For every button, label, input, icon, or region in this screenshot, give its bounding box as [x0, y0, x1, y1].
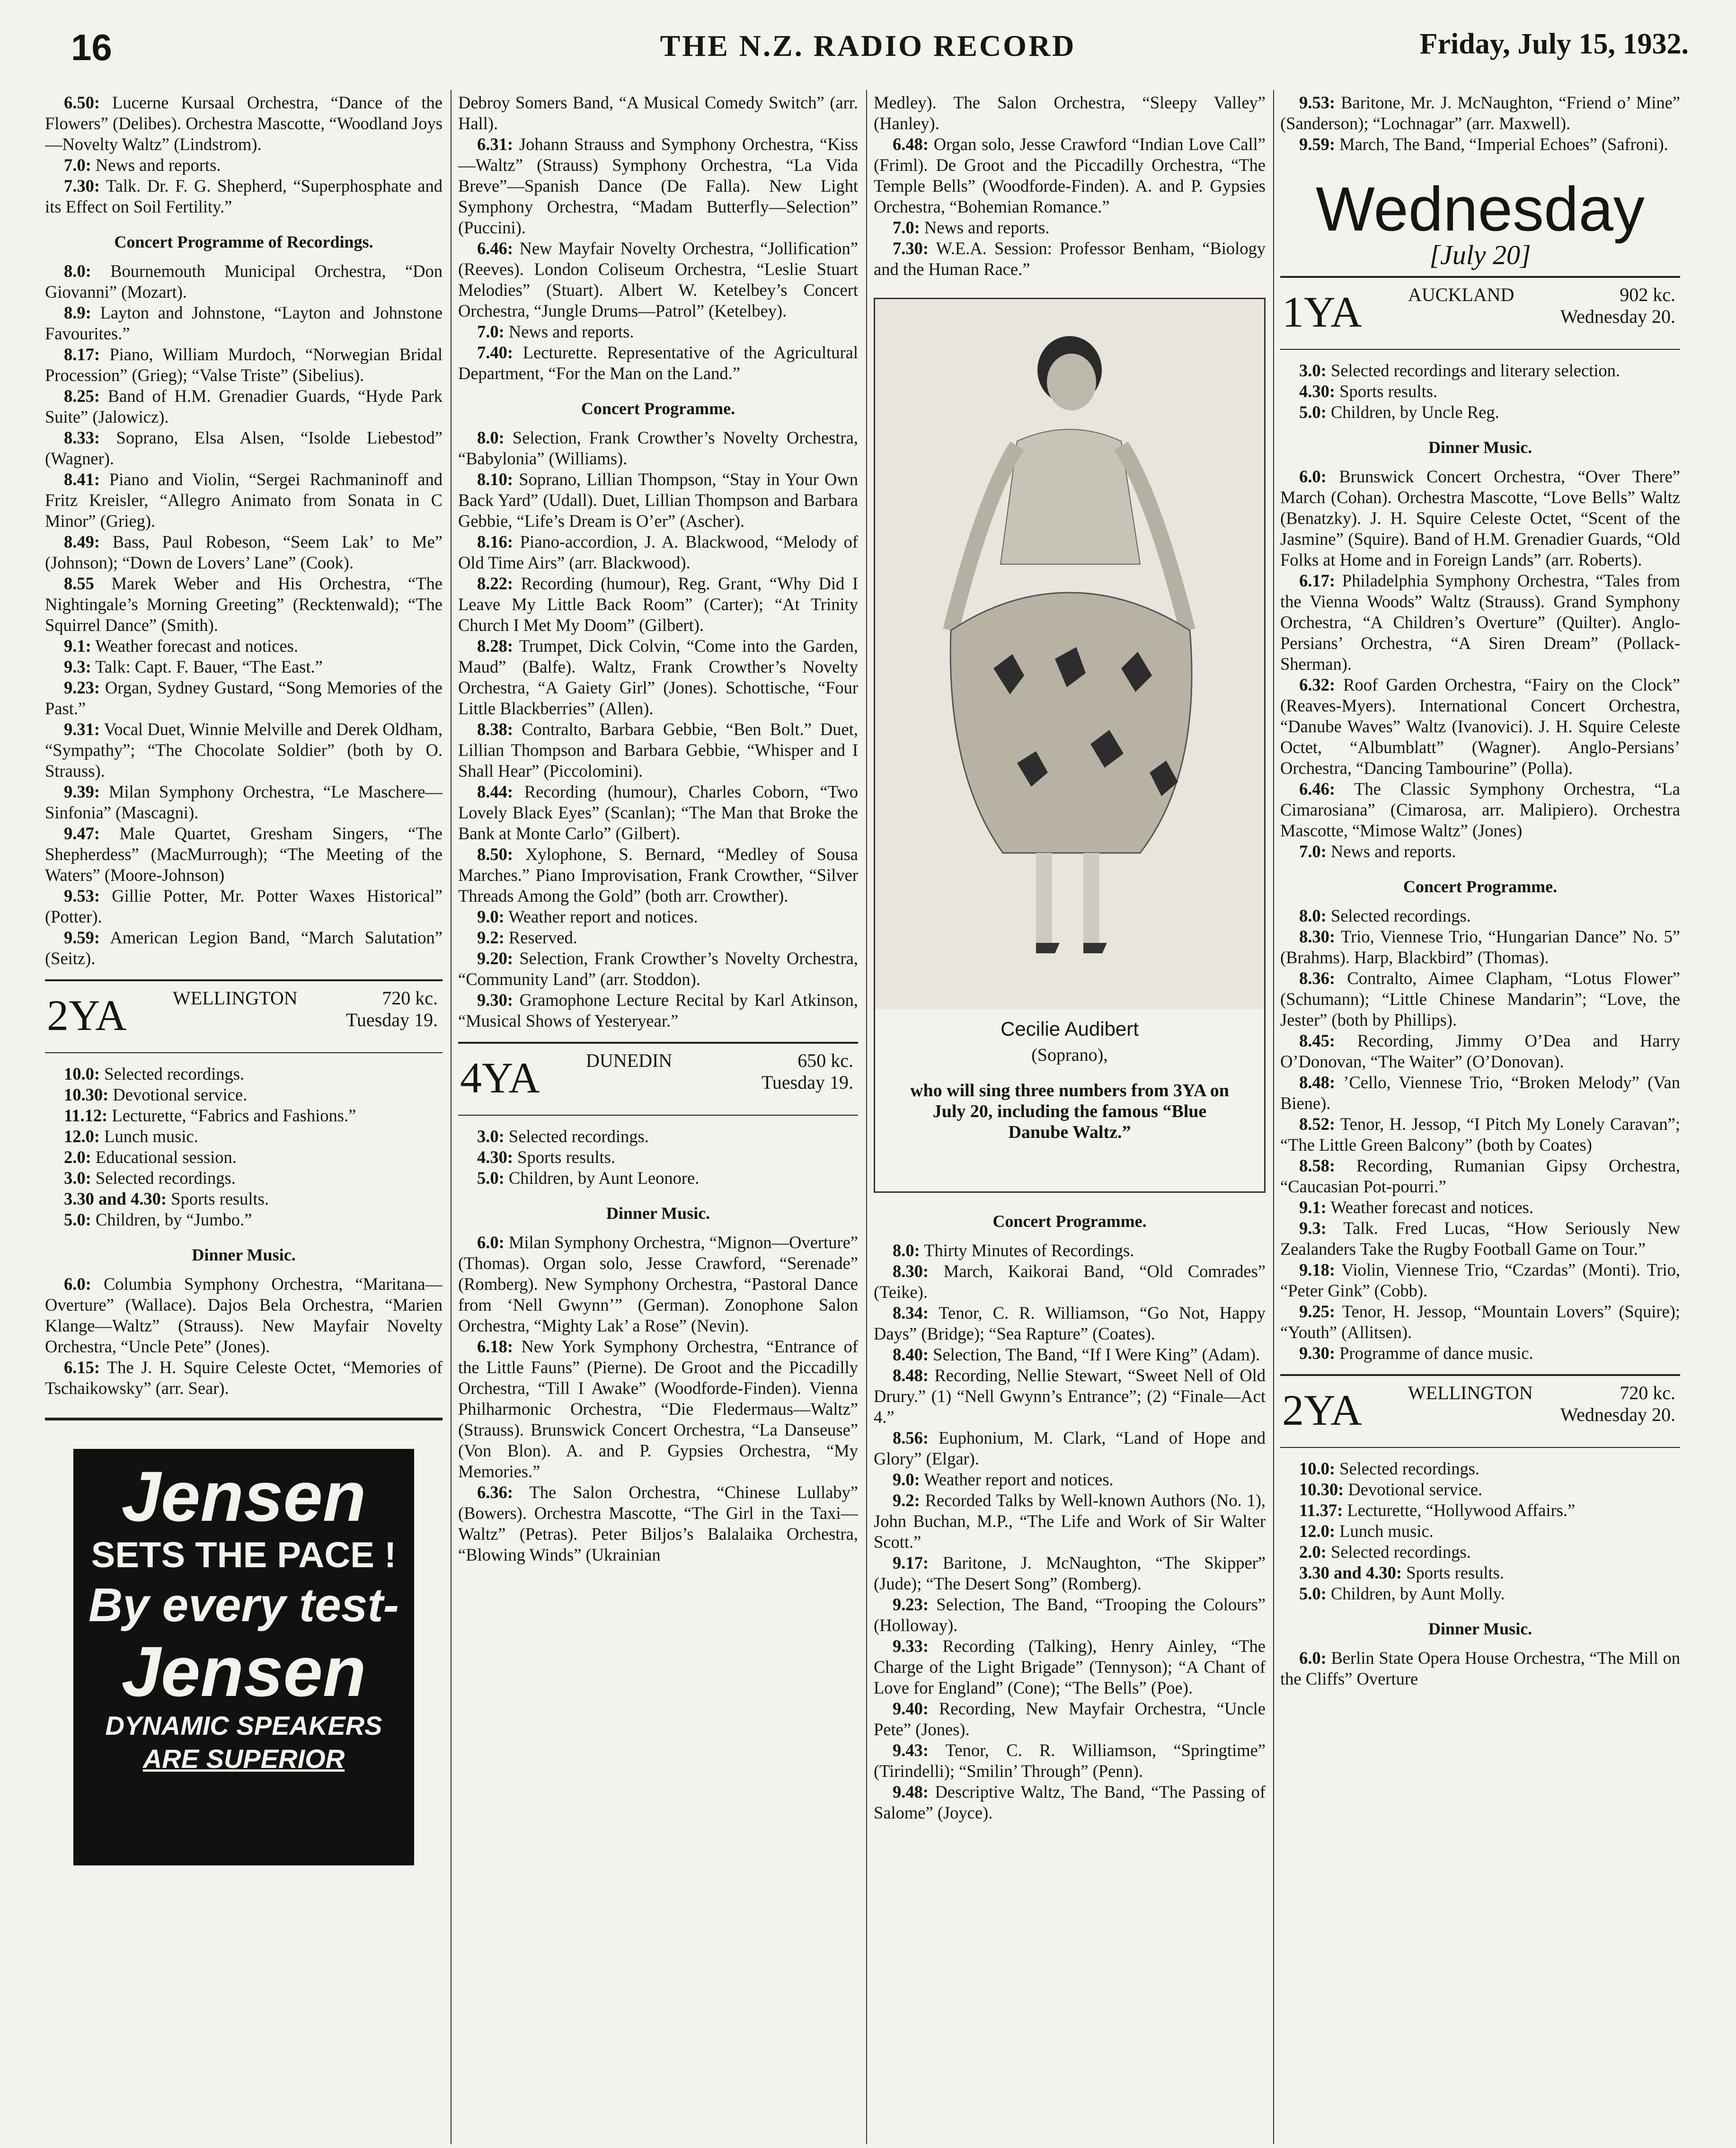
entry-time: 8.45:: [1299, 1031, 1336, 1050]
programme-entry: 11.37: Lecturette, “Hollywood Affairs.”: [1299, 1500, 1576, 1520]
programme-entry: 3.30 and 4.30: Sports results.: [64, 1189, 269, 1208]
entry-time: 10.0:: [1299, 1459, 1336, 1478]
entry-time: 8.58:: [1299, 1156, 1336, 1175]
programme-entry: 9.40: Recording, New Mayfair Orchestra, “Uncle Pete” (Jones).: [874, 1699, 1266, 1739]
station-frequency: 720 kc.: [382, 987, 438, 1009]
entry-time: 5.0:: [64, 1210, 91, 1229]
entry-time: 8.25:: [64, 386, 100, 406]
column-3: [874, 92, 1266, 2137]
ad-line: Jensen: [121, 1456, 366, 1536]
programme-entry: 5.0: Children, by Uncle Reg.: [1299, 402, 1499, 422]
station-code: 1YA: [1282, 288, 1362, 336]
entry-time: 6.32:: [1299, 675, 1336, 694]
programme-entry: 12.0: Lunch music.: [64, 1127, 198, 1146]
programme-entry: 9.1: Weather forecast and notices.: [1299, 1198, 1534, 1217]
entry-time: 7.0:: [64, 155, 91, 175]
programme-entry: 6.36: The Salon Orchestra, “Chinese Lullaby” (Bowers). Orchestra Mascotte, “The Girl in the Taxi—Waltz” (Petras). Peter Biljos’s Balalaika Orchestra, “Blowing Winds” (Ukrainian: [458, 1482, 858, 1564]
entry-time: 3.0:: [64, 1168, 91, 1188]
entry-time: 3.0:: [477, 1127, 505, 1146]
entry-time: 9.30:: [1299, 1343, 1336, 1363]
entry-time: 12.0:: [1299, 1521, 1336, 1541]
entry-time: 6.18:: [477, 1337, 514, 1356]
programme-entry: 6.0: Berlin State Opera House Orchestra, “The Mill on the Cliffs” Overture: [1280, 1648, 1680, 1688]
entry-time: 8.48:: [893, 1366, 929, 1385]
programme-entry: 10.0: Selected recordings.: [1299, 1459, 1480, 1478]
entry-time: 8.10:: [477, 470, 514, 489]
entry-time: 8.40:: [893, 1345, 929, 1364]
day-date: [July 20]: [1429, 240, 1531, 270]
programme-entry: 6.48: Organ solo, Jesse Crawford “Indian Love Call” (Friml). De Groot and the Piccadilly Orchestra, “The Temple Bells” (Woodforde-Finden). A. and P. Gypsies Orchestra, “Bohemian Romance.”: [874, 134, 1266, 216]
programme-entry: 7.30: W.E.A. Session: Professor Benham, “Biology and the Human Race.”: [874, 239, 1266, 279]
ad-line: ARE SUPERIOR: [142, 1744, 345, 1774]
photo-caption: who will sing three numbers from 3YA on July 20, including the famous “Blue Danube Waltz.”: [910, 1081, 1229, 1142]
entry-time: 9.18:: [1299, 1260, 1336, 1279]
programme-entry: 9.48: Descriptive Waltz, The Band, “The Passing of Salome” (Joyce).: [874, 1782, 1266, 1822]
entry-time: 8.34:: [893, 1303, 929, 1323]
entry-time: 6.17:: [1299, 571, 1336, 590]
programme-entry: 9.0: Weather report and notices.: [893, 1470, 1114, 1489]
ad-line: SETS THE PACE !: [91, 1535, 397, 1575]
section-heading: Concert Programme.: [992, 1212, 1147, 1231]
programme-entry: 8.50: Xylophone, S. Bernard, “Medley of Sousa Marches.” Piano Improvisation, Frank Crowther, “Silver Threads Among the Gold” (both arr. Crowther).: [458, 844, 858, 905]
programme-entry: 6.17: Philadelphia Symphony Orchestra, “Tales from the Vienna Woods” Waltz (Strauss). Grand Symphony Orchestra, “A Children’s Overture” (Quilter). Anglo-Persians’ Orchestra, “A Siren Dream” (Pollack-Sherman).: [1280, 571, 1680, 674]
programme-entry: 4.30: Sports results.: [1299, 382, 1438, 401]
programme-entry: 9.23: Organ, Sydney Gustard, “Song Memories of the Past.”: [45, 678, 443, 718]
entry-time: 7.40:: [477, 343, 514, 362]
programme-entry: 8.33: Soprano, Elsa Alsen, “Isolde Liebestod” (Wagner).: [45, 428, 443, 468]
soprano-photo: [875, 299, 1264, 1009]
entry-time: 9.2:: [477, 928, 505, 947]
entry-time: 6.0:: [64, 1274, 91, 1294]
entry-time: 9.33:: [893, 1636, 929, 1656]
entry-time: 10.30:: [1299, 1480, 1344, 1499]
programme-list: [1280, 92, 1680, 155]
photo-name: Cecilie Audibert: [1001, 1018, 1139, 1040]
programme-entry: 8.30: Trio, Viennese Trio, “Hungarian Dance” No. 5” (Brahms). Harp, Blackbird” (Thomas).: [1280, 927, 1680, 967]
column-1: [45, 92, 443, 2137]
entry-time: 7.0:: [1299, 842, 1327, 861]
entry-time: 8.33:: [64, 428, 100, 447]
station-frequency: 720 kc.: [1620, 1382, 1675, 1403]
programme-entry: 8.10: Soprano, Lillian Thompson, “Stay in Your Own Back Yard” (Udall). Duet, Lillian Thompson and Barbara Gebbie, “Life’s Dream is O’er” (Ascher).: [458, 470, 858, 531]
entry-time: 4.30:: [477, 1147, 514, 1167]
entry-time: 9.31:: [64, 719, 100, 739]
programme-entry: 8.28: Trumpet, Dick Colvin, “Come into the Garden, Maud” (Balfe). Waltz, Frank Crowther’s Novelty Orchestra, “A Gaiety Girl” (Jones). Schottische, “Four Little Blackberries” (Allen).: [458, 636, 858, 718]
entry-time: 8.50:: [477, 844, 514, 864]
programme-list: [1280, 1458, 1680, 1689]
entry-time: 5.0:: [1299, 402, 1327, 422]
programme-entry: 5.0: Children, by Aunt Leonore.: [477, 1168, 700, 1188]
entry-time: 6.50:: [64, 93, 100, 112]
entry-time: 9.1:: [64, 636, 91, 656]
page-header: [0, 0, 1736, 95]
entry-time: 7.0:: [477, 322, 505, 341]
programme-entry: 7.0: News and reports.: [1299, 842, 1456, 861]
programme-list: [458, 1126, 858, 1565]
programme-entry: 9.30: Programme of dance music.: [1299, 1343, 1533, 1363]
programme-entry: 5.0: Children, by “Jumbo.”: [64, 1210, 252, 1229]
entry-time: 9.0:: [477, 907, 505, 926]
entry-time: 9.20:: [477, 949, 514, 968]
station-day: Wednesday 20.: [1560, 306, 1675, 327]
programme-entry: 6.0: Columbia Symphony Orchestra, “Maritana—Overture” (Wallace). Dajos Bela Orchestra, “Marien Klange—Waltz” (Strauss). New Mayfair Novelty Orchestra, “Uncle Pete” (Jones).: [45, 1274, 443, 1356]
programme-entry: 6.46: The Classic Symphony Orchestra, “La Cimarosiana” (Cimarosa, arr. Malipiero). Orchestra Mascotte, “Mimose Waltz” (Jones): [1280, 779, 1680, 840]
entry-time: 6.0:: [1299, 467, 1327, 486]
programme-entry: 6.18: New York Symphony Orchestra, “Entrance of the Little Fauns” (Pierne). De Groot and the Piccadilly Orchestra, “Till I Awake” (Woodforde-Finden). Vienna Philharmonic Orchestra, “Die Fledermaus—Waltz” (Strauss). Brunswick Concert Orchestra, “La Danseuse” (Von Blon). A. and P. Gypsies Orchestra, “My Memories.”: [458, 1337, 858, 1481]
programme-entry: 7.0: News and reports.: [64, 155, 221, 175]
programme-entry: 9.2: Reserved.: [477, 928, 577, 947]
programme-entry: 8.38: Contralto, Barbara Gebbie, “Ben Bolt.” Duet, Lillian Thompson and Barbara Gebbie, “Whisper and I Shall Hear” (Piccolomini).: [458, 719, 858, 781]
programme-entry: 12.0: Lunch music.: [1299, 1521, 1434, 1541]
wednesday-heading: [1280, 174, 1680, 270]
entry-time: 12.0:: [64, 1127, 100, 1146]
ad-line: By every test-: [89, 1579, 399, 1632]
station-day: Wednesday 20.: [1560, 1404, 1675, 1425]
entry-time: 8.30:: [893, 1261, 929, 1281]
ad-line: DYNAMIC SPEAKERS: [105, 1711, 382, 1740]
programme-entry: 9.39: Milan Symphony Orchestra, “Le Maschere—Sinfonia” (Mascagni).: [45, 782, 443, 822]
programme-entry: 6.31: Johann Strauss and Symphony Orchestra, “Kiss—Waltz” (Strauss) Symphony Orchestra, “La Vida Breve”—Spanish Dance (De Falla). New Light Symphony Orchestra, “Madam Butterfly—Selection” (Puccini).: [458, 134, 858, 237]
entry-time: 6.46:: [1299, 779, 1336, 799]
entry-time: 6.46:: [477, 239, 514, 258]
programme-list: [874, 1211, 1266, 1823]
entry-time: 8.0:: [1299, 906, 1327, 925]
programme-entry: 6.0: Milan Symphony Orchestra, “Mignon—Overture” (Thomas). Organ solo, Jesse Crawford, “Serenade” (Romberg). New Symphony Orchestra, “Pastoral Dance from ‘Nell Gwynn’” (German). Zonophone Salon Orchestra, “Mighty Lak’ a Rose” (Nevin).: [458, 1233, 858, 1335]
entry-time: 8.22:: [477, 574, 514, 593]
programme-entry: 2.0: Educational session.: [64, 1147, 237, 1167]
entry-time: 11.12:: [64, 1106, 108, 1125]
entry-time: 8.48:: [1299, 1073, 1336, 1092]
entry-time: 8.49:: [64, 532, 100, 551]
programme-entry: 8.58: Recording, Rumanian Gipsy Orchestra, “Caucasian Pot-pourri.”: [1280, 1156, 1680, 1196]
programme-entry: 8.0: Bournemouth Municipal Orchestra, “Don Giovanni” (Mozart).: [45, 261, 443, 302]
programme-entry: 7.0: News and reports.: [477, 322, 634, 341]
programme-entry: 8.30: March, Kaikorai Band, “Old Comrades” (Teike).: [874, 1261, 1266, 1302]
programme-entry: 9.53: Baritone, Mr. J. McNaughton, “Friend o’ Mine” (Sanderson); “Lochnagar” (arr. Maxwell).: [1280, 93, 1680, 133]
programme-entry: 9.18: Violin, Viennese Trio, “Czardas” (Monti). Trio, “Peter Gink” (Cobb).: [1280, 1260, 1680, 1300]
programme-entry: 8.34: Tenor, C. R. Williamson, “Go Not, Happy Days” (Bridge); “Sea Rapture” (Coates).: [874, 1303, 1266, 1343]
entry-time: 6.0:: [1299, 1648, 1327, 1668]
programme-entry: 8.45: Recording, Jimmy O’Dea and Harry O’Donovan, “The Waiter” (O’Donovan).: [1280, 1031, 1680, 1071]
entry-time: 6.36:: [477, 1482, 514, 1502]
section-heading: Dinner Music.: [606, 1204, 710, 1223]
entry-time: 9.25:: [1299, 1302, 1336, 1321]
entry-time: 8.36:: [1299, 968, 1336, 988]
programme-entry: 9.20: Selection, Frank Crowther’s Novelty Orchestra, “Community Land” (arr. Stoddon).: [458, 949, 858, 989]
entry-time: 9.59:: [64, 928, 100, 947]
station-header: [458, 1042, 858, 1116]
programme-entry: 8.16: Piano-accordion, J. A. Blackwood, “Melody of Old Time Airs” (arr. Blackwood).: [458, 532, 858, 572]
column-4: [1280, 92, 1680, 2137]
column-rule: [1273, 90, 1274, 2144]
programme-entry: 8.40: Selection, The Band, “If I Were King” (Adam).: [893, 1345, 1260, 1364]
entry-time: 6.0:: [477, 1233, 505, 1252]
entry-time: 7.30:: [64, 176, 100, 195]
programme-entry: 9.2: Recorded Talks by Well-known Authors (No. 1), John Buchan, M.P., “The Life and Work of Sir Walter Scott.”: [874, 1491, 1266, 1552]
programme-entry: 6.46: New Mayfair Novelty Orchestra, “Jollification” (Reeves). London Coliseum Orchestra, “Leslie Stuart Melodies” (Stuart). Albert W. Ketelbey’s Concert Orchestra, “Jungle Drums—Patrol” (Ketelbey).: [458, 239, 858, 320]
programme-entry: 8.0: Selection, Frank Crowther’s Novelty Orchestra, “Babylonia” (Williams).: [458, 428, 858, 468]
station-header: [1280, 1374, 1680, 1448]
programme-entry: 9.30: Gramophone Lecture Recital by Karl Atkinson, “Musical Shows of Yesteryear.”: [458, 990, 858, 1030]
programme-entry: 7.0: News and reports.: [893, 218, 1050, 237]
programme-list: [45, 1064, 443, 1399]
entry-time: 4.30:: [1299, 382, 1336, 401]
programme-list: [458, 92, 858, 1031]
programme-entry: 6.50: Lucerne Kursaal Orchestra, “Dance of the Flowers” (Delibes). Orchestra Mascotte, “Woodland Joys—Novelty Waltz” (Lindstrom).: [45, 93, 443, 154]
programme-entry: 9.43: Tenor, C. R. Williamson, “Springtime” (Tirindelli); “Smilin’ Through” (Penn).: [874, 1740, 1266, 1781]
entry-time: 9.23:: [893, 1595, 929, 1614]
programme-entry: 6.32: Roof Garden Orchestra, “Fairy on the Clock” (Reaves-Myers). International Concert Orchestra, “Danube Waves” Waltz (Ivanovici). J. H. Squire Celeste Octet, “Albumblatt” (Wagner). Anglo-Persians’ Orchestra, “Dancing Tambourine” (Polla).: [1280, 675, 1680, 778]
programme-entry: 3.0: Selected recordings.: [477, 1127, 649, 1146]
entry-time: 7.0:: [893, 218, 920, 237]
ad-box: [73, 1449, 414, 1865]
entry-time: 6.31:: [477, 134, 514, 154]
programme-entry: 9.3: Talk. Fred Lucas, “How Seriously New Zealanders Take the Rugby Football Game on Tour.”: [1280, 1218, 1680, 1259]
programme-entry: 9.33: Recording (Talking), Henry Ainley, “The Charge of the Light Brigade” (Tennyson); “A Chant of Love for England” (Cone); “The Bells” (Poe).: [874, 1636, 1266, 1697]
entry-time: 9.1:: [1299, 1198, 1327, 1217]
programme-entry: 8.41: Piano and Violin, “Sergei Rachmaninoff and Fritz Kreisler, “Allegro Animato from Sonata in C Minor” (Grieg).: [45, 470, 443, 531]
entry-time: 3.30 and 4.30:: [64, 1189, 167, 1208]
station-day: Tuesday 19.: [761, 1072, 853, 1093]
programme-entry: 11.12: Lecturette, “Fabrics and Fashions.”: [64, 1106, 356, 1125]
programme-entry: 5.0: Children, by Aunt Molly.: [1299, 1584, 1505, 1603]
programme-entry: 3.0: Selected recordings.: [64, 1168, 236, 1188]
station-location: WELLINGTON: [173, 987, 298, 1009]
programme-list: [1280, 360, 1680, 1364]
station-frequency: 902 kc.: [1620, 284, 1675, 305]
programme-entry: 9.31: Vocal Duet, Winnie Melville and Derek Oldham, “Sympathy”; “The Chocolate Soldier” (both by O. Strauss).: [45, 719, 443, 781]
entry-time: 8.41:: [64, 470, 100, 489]
entry-time: 7.30:: [893, 239, 929, 258]
entry-time: 8.56:: [893, 1428, 929, 1447]
entry-time: 8.0:: [477, 428, 505, 447]
programme-entry: 9.0: Weather report and notices.: [477, 907, 698, 926]
entry-time: 8.9:: [64, 303, 91, 322]
programme-entry: 10.30: Devotional service.: [1299, 1480, 1483, 1499]
programme-entry: 3.0: Selected recordings and literary selection.: [1299, 361, 1621, 380]
entry-time: 9.39:: [64, 782, 100, 801]
entry-time: 8.0:: [893, 1241, 920, 1260]
entry-time: 6.48:: [893, 134, 929, 154]
entry-time: 9.30:: [477, 990, 514, 1010]
programme-list: [45, 92, 443, 969]
programme-entry: 8.9: Layton and Johnstone, “Layton and Johnstone Favourites.”: [45, 303, 443, 343]
programme-entry: 9.53: Gillie Potter, Mr. Potter Waxes Historical” (Potter).: [45, 886, 443, 926]
programme-entry: 8.22: Recording (humour), Reg. Grant, “Why Did I Leave My Little Back Room” (Carter); “At Trinity Church I Met My Doom” (Gilbert).: [458, 574, 858, 635]
programme-entry: 2.0: Selected recordings.: [1299, 1542, 1471, 1562]
programme-entry: 8.48: Recording, Nellie Stewart, “Sweet Nell of Old Drury.” (1) “Nell Gwynn’s Entrance”; (2) “Finale—Act 4.”: [874, 1366, 1266, 1427]
programme-entry: 8.56: Euphonium, M. Clark, “Land of Hope and Glory” (Elgar).: [874, 1428, 1266, 1468]
section-heading: Concert Programme.: [1403, 877, 1558, 896]
programme-entry: 8.55 Marek Weber and His Orchestra, “The Nightingale’s Morning Greeting” (Recktenwald); “The Squirrel Dance” (Smith).: [45, 574, 443, 635]
programme-entry: Debroy Somers Band, “A Musical Comedy Switch” (arr. Hall).: [458, 93, 858, 133]
photo-role: (Soprano),: [1031, 1045, 1108, 1065]
photo-frame: [874, 298, 1266, 1193]
entry-time: 9.47:: [64, 824, 100, 843]
entry-time: 8.44:: [477, 782, 514, 801]
jensen-advertisement: [45, 1418, 443, 1865]
entry-time: 6.15:: [64, 1358, 100, 1377]
programme-entry: 8.49: Bass, Paul Robeson, “Seem Lak’ to Me” (Johnson); “Down de Lovers’ Lane” (Cook).: [45, 532, 443, 572]
programme-list: [874, 92, 1266, 280]
programme-entry: 3.30 and 4.30: Sports results.: [1299, 1563, 1504, 1582]
entry-time: 5.0:: [1299, 1584, 1327, 1603]
section-heading: Dinner Music.: [192, 1245, 296, 1264]
page-number: 16: [71, 27, 112, 68]
entry-time: 8.52:: [1299, 1114, 1336, 1134]
entry-time: 8.16:: [477, 532, 514, 551]
programme-entry: 7.40: Lecturette. Representative of the Agricultural Department, “For the Man on the Land.”: [458, 343, 858, 383]
programme-entry: 9.25: Tenor, H. Jessop, “Mountain Lovers” (Squire); “Youth” (Allitsen).: [1280, 1302, 1680, 1342]
programme-entry: 9.59: March, The Band, “Imperial Echoes” (Safroni).: [1299, 134, 1668, 154]
entry-time: 8.55: [64, 574, 94, 593]
programme-entry: 9.3: Talk: Capt. F. Bauer, “The East.”: [64, 657, 323, 676]
entry-time: 11.37:: [1299, 1500, 1343, 1520]
station-code: 2YA: [47, 991, 127, 1039]
programme-entry: 8.17: Piano, William Murdoch, “Norwegian Bridal Procession” (Grieg); “Valse Triste” (Sibelius).: [45, 345, 443, 385]
ad-line: Jensen: [121, 1632, 366, 1711]
station-location: DUNEDIN: [586, 1050, 673, 1071]
entry-time: 9.17:: [893, 1553, 929, 1572]
programme-entry: 8.36: Contralto, Aimee Clapham, “Lotus Flower” (Schumann); “Little Chinese Mandarin”; “Love, the Jester” (both by Phillips).: [1280, 968, 1680, 1030]
programme-entry: 9.23: Selection, The Band, “Trooping the Colours” (Holloway).: [874, 1595, 1266, 1635]
entry-time: 2.0:: [1299, 1542, 1327, 1562]
entry-time: 8.28:: [477, 636, 514, 656]
entry-time: 9.48:: [893, 1782, 929, 1802]
station-frequency: 650 kc.: [797, 1050, 853, 1071]
entry-time: 9.40:: [893, 1699, 929, 1718]
masthead-title: THE N.Z. RADIO RECORD: [660, 29, 1076, 62]
entry-time: 5.0:: [477, 1168, 505, 1188]
programme-entry: 9.1: Weather forecast and notices.: [64, 636, 299, 656]
day-title: Wednesday: [1316, 174, 1645, 244]
programme-entry: 7.30: Talk. Dr. F. G. Shepherd, “Superphosphate and its Effect on Soil Fertility.”: [45, 176, 443, 216]
entry-time: 2.0:: [64, 1147, 91, 1167]
entry-time: 9.0:: [893, 1470, 920, 1489]
entry-time: 9.3:: [64, 657, 91, 676]
programme-entry: 8.44: Recording (humour), Charles Coborn, “Two Lovely Black Eyes” (Scanlan); “The Man that Broke the Bank at Monte Carlo” (Gilbert).: [458, 782, 858, 843]
programme-entry: 6.15: The J. H. Squire Celeste Octet, “Memories of Tschaikowsky” (arr. Sear).: [45, 1358, 443, 1398]
programme-entry: 8.0: Selected recordings.: [1299, 906, 1471, 925]
entry-time: 9.59:: [1299, 134, 1336, 154]
station-header: [1280, 276, 1680, 350]
entry-time: 10.30:: [64, 1085, 109, 1104]
column-rule: [451, 90, 452, 2144]
entry-time: 3.0:: [1299, 361, 1327, 380]
station-location: WELLINGTON: [1408, 1382, 1533, 1403]
column-2: [458, 92, 858, 2137]
entry-time: 9.53:: [1299, 93, 1336, 112]
programme-entry: 6.0: Brunswick Concert Orchestra, “Over There” March (Cohan). Orchestra Mascotte, “Love Bells” Waltz (Benatzky). J. H. Squire Celeste Octet, “Scent of the Jasmine” (Squire). Band of H.M. Grenadier Guards, “Old Folks at Home and in Foreign Lands” (arr. Roberts).: [1280, 467, 1680, 569]
station-location: AUCKLAND: [1408, 284, 1515, 305]
programme-entry: 8.25: Band of H.M. Grenadier Guards, “Hyde Park Suite” (Jalowicz).: [45, 386, 443, 426]
programme-entry: 9.59: American Legion Band, “March Salutation” (Seitz).: [45, 928, 443, 968]
programme-entry: 10.0: Selected recordings.: [64, 1064, 245, 1083]
station-code: 2YA: [1282, 1386, 1362, 1434]
entry-time: 8.30:: [1299, 927, 1336, 946]
entry-time: 9.53:: [64, 886, 100, 905]
station-day: Tuesday 19.: [345, 1009, 438, 1030]
section-heading: Dinner Music.: [1428, 1619, 1532, 1638]
column-rule: [866, 90, 867, 2144]
programme-entry: 9.47: Male Quartet, Gresham Singers, “The Shepherdess” (MacMurrough); “The Meeting of the Waters” (Moore-Johnson): [45, 824, 443, 885]
entry-time: 9.43:: [893, 1740, 929, 1760]
entry-time: 9.2:: [893, 1491, 920, 1510]
entry-time: 10.0:: [64, 1064, 100, 1083]
programme-entry: Medley). The Salon Orchestra, “Sleepy Valley” (Hanley).: [874, 93, 1266, 133]
entry-time: 8.0:: [64, 261, 91, 281]
programme-entry: 8.0: Thirty Minutes of Recordings.: [893, 1241, 1134, 1260]
section-heading: Dinner Music.: [1428, 438, 1532, 457]
station-header: [45, 979, 443, 1053]
entry-time: 9.3:: [1299, 1218, 1327, 1238]
entry-time: 3.30 and 4.30:: [1299, 1563, 1402, 1582]
section-heading: Concert Programme of Recordings.: [114, 232, 373, 251]
programme-entry: 9.17: Baritone, J. McNaughton, “The Skipper” (Jude); “The Desert Song” (Romberg).: [874, 1553, 1266, 1593]
entry-time: 8.17:: [64, 345, 100, 364]
programme-entry: 8.52: Tenor, H. Jessop, “I Pitch My Lonely Caravan”; “The Little Green Balcony” (both by Coates): [1280, 1114, 1680, 1154]
programme-entry: 10.30: Devotional service.: [64, 1085, 248, 1104]
programme-entry: 8.48: ’Cello, Viennese Trio, “Broken Melody” (Van Biene).: [1280, 1073, 1680, 1113]
entry-time: 8.38:: [477, 719, 514, 739]
entry-time: 9.23:: [64, 678, 100, 697]
issue-date: Friday, July 15, 1932.: [1419, 28, 1689, 60]
programme-entry: 4.30: Sports results.: [477, 1147, 616, 1167]
section-heading: Concert Programme.: [581, 399, 735, 418]
station-code: 4YA: [460, 1054, 540, 1102]
